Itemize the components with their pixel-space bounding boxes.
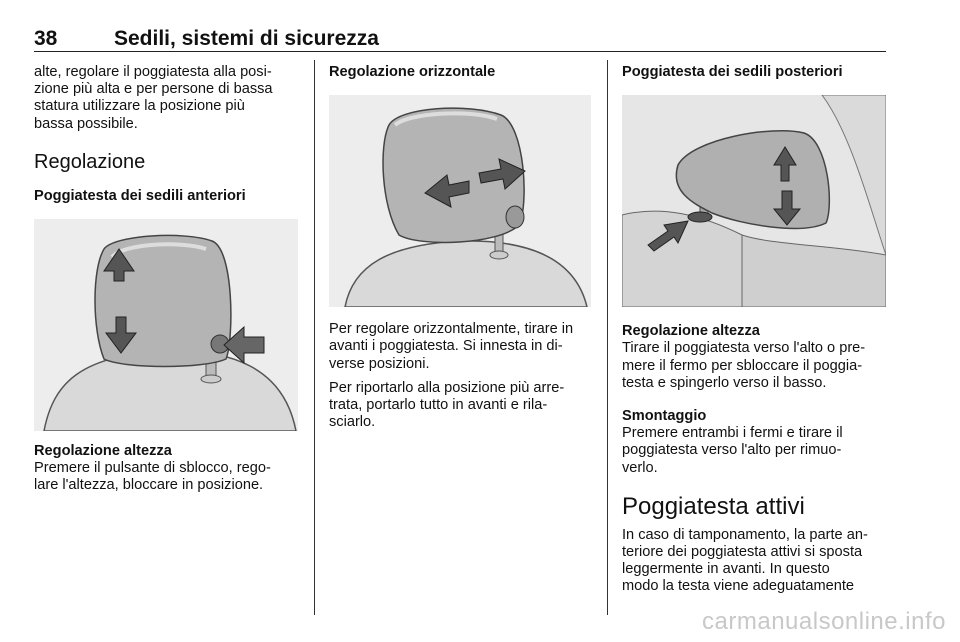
para-line: testa e spingerlo verso il basso.: [622, 374, 827, 391]
intro-line: statura utilizzare la posizione più: [34, 98, 245, 115]
para-line: modo la testa viene adeguatamente: [622, 578, 855, 595]
column-divider-1: [314, 60, 315, 615]
heading-active-headrests: Poggiatesta attivi: [622, 492, 805, 520]
para-line: trata, portarlo tutto in avanti e rila-: [329, 397, 548, 414]
column-1: [34, 64, 302, 495]
para-line: verse posizioni.: [329, 355, 430, 372]
horizontal-adjust-illustration: [329, 95, 591, 307]
subheading-removal: Smontaggio: [622, 408, 707, 425]
subheading-front-headrest: Poggiatesta dei sedili anteriori: [34, 187, 246, 204]
rear-headrest-illustration: [622, 95, 886, 307]
column-3: [622, 64, 888, 596]
caption-line: lare l'altezza, bloccare in posizione.: [34, 477, 264, 494]
para-line: poggiatesta verso l'alto per rimuo-: [622, 442, 842, 459]
para-line: sciarlo.: [329, 414, 376, 431]
para-line: avanti i poggiatesta. Si innesta in di-: [329, 338, 563, 355]
intro-line: zione più alta e per persone di bassa: [34, 81, 273, 98]
para-line: Premere entrambi i fermi e tirare il: [622, 425, 843, 442]
caption-line: Premere il pulsante di sblocco, rego-: [34, 460, 271, 477]
page-header: [34, 27, 886, 52]
watermark: carmanualsonline.info: [702, 608, 946, 635]
column-divider-2: [607, 60, 608, 615]
intro-line: alte, regolare il poggiatesta alla posi-: [34, 64, 272, 80]
para-line: teriore dei poggiatesta attivi si sposta: [622, 544, 863, 561]
para-line: In caso di tamponamento, la parte an-: [622, 526, 868, 543]
intro-line: bassa possibile.: [34, 115, 138, 132]
para-line: Per regolare orizzontalmente, tirare in: [329, 321, 574, 338]
para-line: Per riportarlo alla posizione più arre-: [329, 379, 565, 396]
page-number: 38: [34, 27, 58, 50]
para-line: Tirare il poggiatesta verso l'alto o pre-: [622, 340, 866, 357]
front-headrest-illustration: [34, 219, 298, 431]
column-2: [329, 64, 593, 431]
para-line: verlo.: [622, 459, 658, 476]
section-title: Sedili, sistemi di sicurezza: [114, 27, 379, 50]
para-line: mere il fermo per sbloccare il poggia-: [622, 357, 863, 374]
subheading-height-adjust: Regolazione altezza: [622, 323, 760, 340]
heading-regolazione: Regolazione: [34, 150, 146, 173]
subheading-rear-headrest: Poggiatesta dei sedili posteriori: [622, 64, 843, 80]
subheading-horizontal-adjust: Regolazione orizzontale: [329, 64, 496, 80]
caption-height-heading: Regolazione altezza: [34, 443, 172, 460]
para-line: leggermente in avanti. In questo: [622, 561, 830, 578]
